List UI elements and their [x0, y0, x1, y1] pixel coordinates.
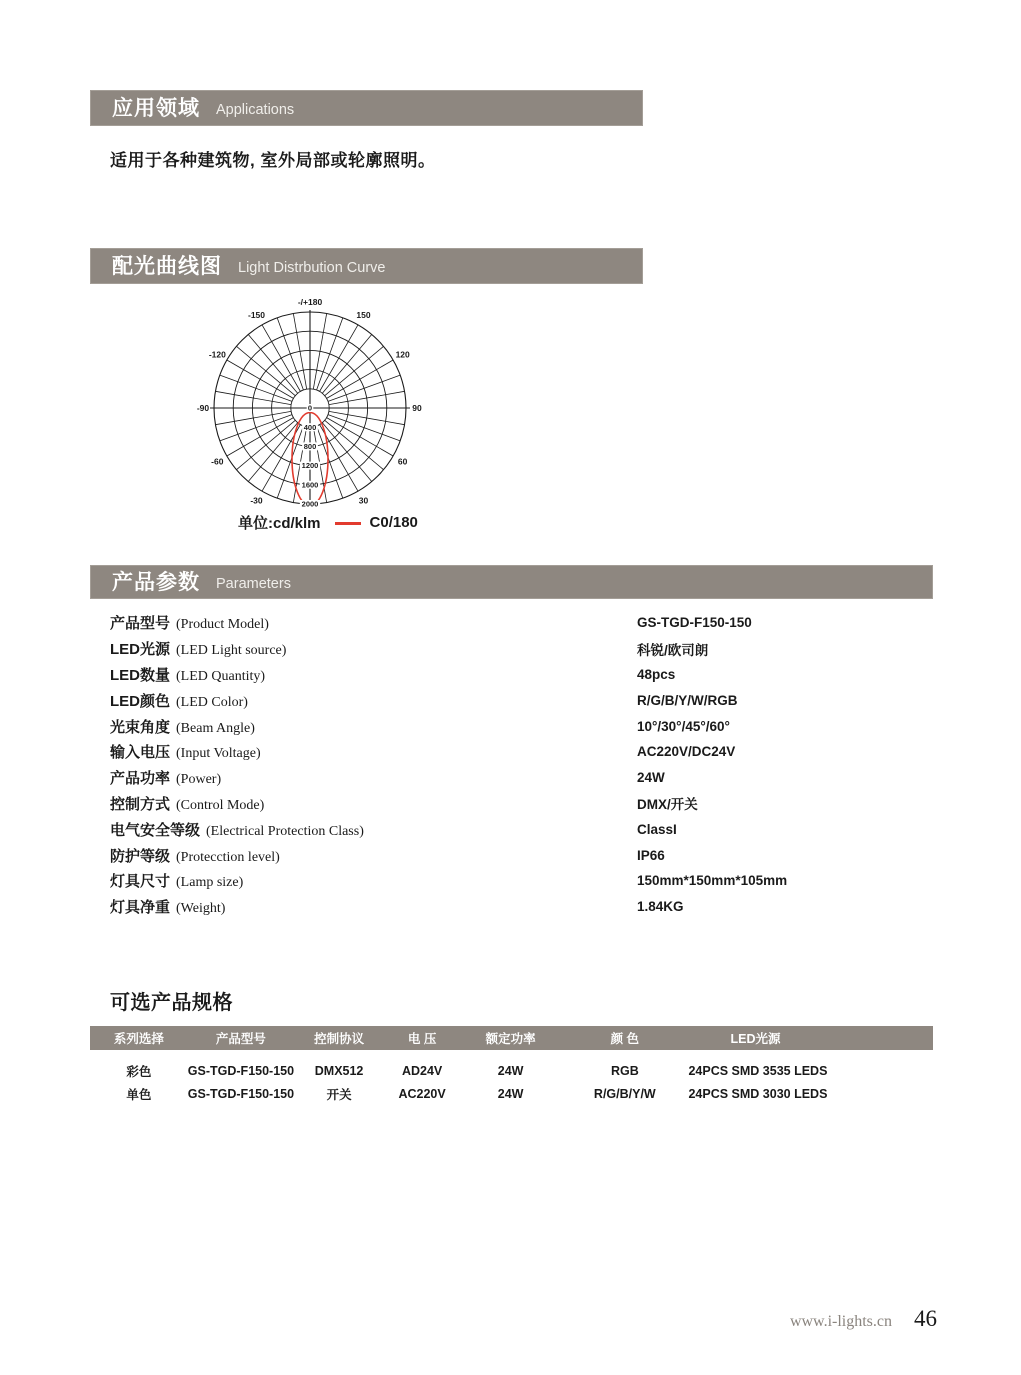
parameter-row	[90, 610, 933, 636]
parameter-label	[90, 716, 637, 737]
parameter-label	[90, 741, 637, 762]
polar-grid-spoke	[277, 318, 303, 390]
options-table-header-row	[90, 1026, 933, 1050]
parameter-label	[90, 690, 637, 711]
chart-unit-label: 单位:cd/klm	[238, 515, 321, 532]
options-cell: 彩色	[126, 1065, 152, 1079]
applications-section-header	[90, 90, 643, 126]
legend-line-icon	[335, 522, 361, 525]
options-cell: 24W	[497, 1087, 524, 1101]
parameter-row	[90, 894, 933, 920]
parameter-value: 10°/30°/45°/60°	[637, 718, 730, 734]
parameter-label-zh: LED光源	[110, 641, 171, 659]
parameter-label-en: (LED Quantity)	[176, 668, 266, 684]
polar-grid-spoke	[277, 426, 303, 498]
options-cell: R/G/B/Y/W	[593, 1087, 656, 1101]
footer-page-number: 46	[914, 1306, 937, 1331]
parameter-label-en: (LED Light source)	[176, 643, 287, 659]
radial-tick-label: 0	[307, 403, 313, 413]
parameters-title-zh: 产品参数	[112, 570, 200, 594]
parameter-value: 48pcs	[637, 666, 676, 682]
parameter-row	[90, 816, 933, 842]
options-column-header: 额定功率	[460, 1026, 561, 1050]
polar-grid-spoke	[329, 391, 405, 404]
polar-grid-spoke	[293, 313, 306, 389]
polar-grid-spoke	[313, 313, 326, 389]
parameter-label-en: (LED Color)	[176, 694, 248, 710]
polar-grid-spoke	[220, 375, 292, 401]
parameters-title-en: Parameters	[216, 576, 291, 593]
parameter-label-en: (Input Voltage)	[176, 746, 261, 762]
options-column-header: 颜 色	[561, 1026, 688, 1050]
parameter-label	[90, 767, 637, 788]
options-column-header: 电 压	[384, 1026, 460, 1050]
parameter-value: 150mm*150mm*105mm	[637, 873, 788, 889]
options-section-title: 可选产品规格	[110, 992, 233, 1014]
angle-label: -60	[211, 456, 224, 467]
parameter-label-zh: LED颜色	[110, 692, 171, 710]
polar-grid-spoke	[328, 375, 400, 401]
options-cell: AD24V	[401, 1064, 443, 1078]
polar-grid-spoke	[215, 391, 291, 404]
options-cell: DMX512	[314, 1064, 364, 1078]
options-column-header: 产品型号	[188, 1026, 294, 1050]
parameter-label	[90, 638, 637, 659]
parameter-value: ClassI	[637, 821, 677, 837]
light-curve-title-en: Light Distrbution Curve	[238, 260, 386, 277]
radial-tick-label: 400	[303, 422, 317, 432]
options-cell: 24W	[497, 1064, 524, 1078]
radial-tick-label: 2000	[301, 499, 319, 509]
options-cell: 24PCS SMD 3030 LEDS	[688, 1087, 828, 1101]
parameter-label-en: (Lamp size)	[176, 875, 244, 891]
polar-chart-svg	[185, 296, 435, 520]
applications-title-en: Applications	[216, 102, 295, 119]
parameters-section-header	[90, 565, 933, 599]
parameter-label-zh: 防护等级	[110, 847, 171, 865]
parameter-label-zh: 灯具尺寸	[110, 873, 171, 891]
parameter-value: 24W	[637, 770, 665, 786]
parameters-list	[90, 610, 933, 920]
footer-website: www.i-lights.cn	[789, 1313, 892, 1330]
angle-label: -90	[196, 402, 210, 413]
angle-label: 60	[397, 456, 408, 467]
polar-grid-spoke	[329, 411, 405, 424]
parameter-row	[90, 713, 933, 739]
parameter-row	[90, 791, 933, 817]
options-header-filler	[823, 1026, 934, 1050]
parameter-value: 1.84KG	[637, 899, 684, 915]
options-cell-filler	[823, 1050, 934, 1080]
options-cell: AC220V	[398, 1087, 446, 1101]
parameter-label-en: (Control Mode)	[176, 797, 265, 813]
parameter-row	[90, 662, 933, 688]
options-table-row	[90, 1050, 933, 1080]
options-cell: 开关	[326, 1088, 352, 1102]
parameter-row	[90, 739, 933, 765]
options-cell: RGB	[610, 1064, 639, 1078]
parameter-label-en: (Protecction level)	[176, 849, 280, 865]
parameter-label	[90, 793, 637, 814]
angle-label: -150	[247, 310, 266, 321]
angle-label: -30	[250, 495, 263, 506]
angle-label: 150	[356, 310, 371, 321]
angle-label: -120	[208, 349, 226, 360]
polar-grid-spoke	[317, 426, 343, 498]
radial-tick-label: 1600	[301, 480, 319, 490]
options-column-header: 控制协议	[294, 1026, 384, 1050]
parameter-value: 科锐/欧司朗	[637, 642, 709, 658]
parameter-label	[90, 612, 637, 633]
parameter-value: GS-TGD-F150-150	[637, 615, 752, 631]
parameter-label-zh: 产品功率	[110, 770, 171, 788]
options-table	[90, 1026, 933, 1108]
parameter-label-en: (Power)	[176, 772, 222, 788]
applications-title-zh: 应用领域	[112, 96, 200, 120]
parameter-label-zh: 控制方式	[110, 795, 171, 813]
legend-series-label: C0/180	[369, 514, 418, 531]
angle-label: 30	[358, 495, 369, 506]
options-cell: 单色	[126, 1088, 152, 1102]
options-cell-filler	[823, 1080, 934, 1108]
parameter-row	[90, 687, 933, 713]
parameter-label-en: (Weight)	[176, 901, 226, 917]
parameter-label	[90, 870, 637, 891]
parameter-label-en: (Beam Angle)	[176, 720, 255, 736]
parameter-value: AC220V/DC24V	[637, 744, 736, 760]
parameter-label	[90, 819, 637, 840]
angle-label: 120	[395, 349, 410, 360]
radial-tick-label: 800	[303, 442, 317, 451]
parameter-label-zh: 光束角度	[110, 718, 171, 736]
chart-legend	[238, 512, 418, 533]
parameter-row	[90, 636, 933, 662]
parameter-label-en: (Electrical Protection Class)	[206, 823, 364, 839]
parameter-label-en: (Product Model)	[176, 617, 269, 633]
light-curve-section-header	[90, 248, 643, 284]
options-cell: GS-TGD-F150-150	[187, 1087, 295, 1101]
light-distribution-chart	[185, 296, 435, 520]
angle-label: 90	[412, 402, 422, 413]
parameter-label-zh: 产品型号	[110, 615, 171, 633]
light-curve-title-zh: 配光曲线图	[112, 254, 222, 278]
parameter-label	[90, 664, 637, 685]
polar-grid-spoke	[215, 411, 291, 424]
angle-label: -/+180	[297, 297, 323, 307]
parameter-value: IP66	[637, 847, 665, 863]
options-table-row	[90, 1080, 933, 1108]
radial-tick-label: 1200	[301, 461, 319, 471]
parameter-label-zh: 输入电压	[110, 744, 171, 762]
options-column-header: 系列选择	[90, 1026, 188, 1050]
parameter-row	[90, 868, 933, 894]
options-cell: 24PCS SMD 3535 LEDS	[688, 1064, 828, 1078]
parameter-row	[90, 765, 933, 791]
polar-grid-spoke	[328, 415, 400, 441]
options-column-header: LED光源	[688, 1026, 822, 1050]
parameter-label-zh: 电气安全等级	[110, 821, 201, 839]
parameter-label	[90, 896, 637, 917]
applications-body-text: 适用于各种建筑物, 室外局部或轮廓照明。	[110, 151, 436, 170]
polar-grid-spoke	[220, 415, 292, 441]
parameter-row	[90, 842, 933, 868]
polar-grid-spoke	[317, 318, 343, 390]
page-footer	[790, 1306, 937, 1332]
parameter-label-zh: LED数量	[110, 666, 171, 684]
parameter-value: R/G/B/Y/W/RGB	[637, 692, 738, 708]
parameter-value: DMX/开关	[637, 797, 698, 813]
parameter-label-zh: 灯具净重	[110, 899, 171, 917]
parameter-label	[90, 845, 637, 866]
options-cell: GS-TGD-F150-150	[187, 1064, 295, 1078]
